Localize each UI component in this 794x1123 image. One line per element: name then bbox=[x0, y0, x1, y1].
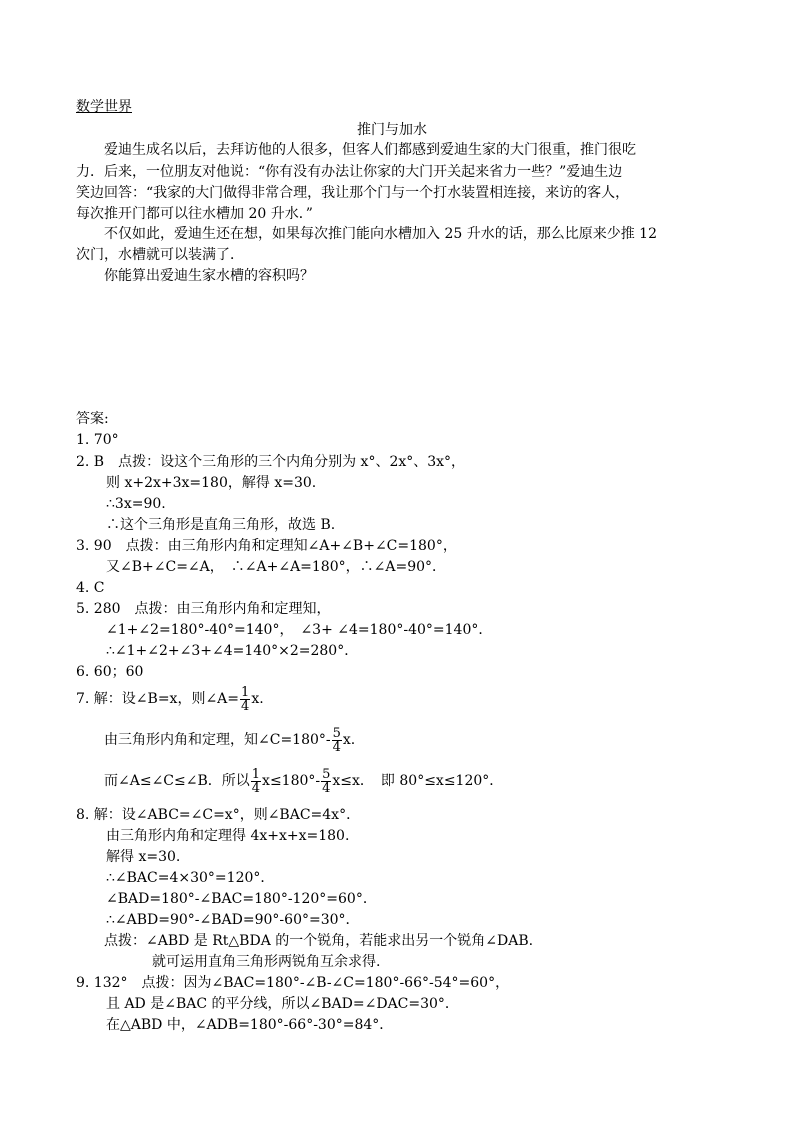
answer-4: 4. C bbox=[76, 580, 105, 596]
answer-7-line: 由三角形内角和定理，知∠C=180°- $\frac{5}{4}$ x. bbox=[104, 725, 356, 755]
answer-3: 3. 90 点拨：由三角形内角和定理知∠A+∠B+∠C=180°， bbox=[76, 538, 457, 554]
answer-1: 1. 70° bbox=[76, 432, 119, 448]
answer-2: 2. B 点拨：设这个三角形的三个内角分别为 x°、2x°、3x°， bbox=[76, 454, 466, 470]
answer-2-line: ∴这个三角形是直角三角形，故选 B. bbox=[106, 517, 336, 533]
answer-8-line: ∴∠BAC=4×30°=120°． bbox=[106, 870, 275, 886]
fraction-one-quarter: $\frac{1}{4}$ bbox=[241, 684, 250, 714]
story-line: 爱迪生成名以后，去拜访他的人很多，但客人们都感到爱迪生家的大门很重，推门很吃 bbox=[104, 142, 636, 158]
answer-8-tip: 点拨：∠ABD 是 Rt△BDA 的一个锐角，若能求出另一个锐角∠DAB. bbox=[104, 933, 534, 949]
story-title: 推门与加水 bbox=[357, 122, 427, 138]
answer-5: 5. 280 点拨：由三角形内角和定理知， bbox=[76, 601, 331, 617]
answer-7-line: 而∠A≤∠C≤∠B．所以 $\frac{1}{4}$ x≤180°- $\frac{5}{4}$ x≤x． 即 80°≤x≤120°． bbox=[104, 766, 504, 796]
answer-9-line: 在△ABD 中，∠ADB=180°-66°-30°=84°． bbox=[106, 1017, 394, 1033]
answer-8-tip: 就可运用直角三角形两锐角互余求得. bbox=[152, 954, 381, 970]
answer-8: 8. 解：设∠ABC=∠C=x°，则∠BAC=4x°． bbox=[76, 807, 361, 823]
answer-8-line: ∠BAD=180°-∠BAC=180°-120°=60°． bbox=[106, 891, 377, 907]
answer-7-text: 7. 解：设∠B=x，则∠A= bbox=[76, 691, 240, 707]
fraction-five-quarters: $\frac{5}{4}$ bbox=[322, 766, 331, 796]
answer-8-line: ∴∠ABD=90°-∠BAD=90°-60°=30°． bbox=[106, 912, 360, 928]
answer-6: 6. 60；60 bbox=[76, 664, 144, 680]
story-line: 笑边回答：“我家的大门做得非常合理，我让那个门与一个打水装置相连接，来访的客人， bbox=[76, 185, 630, 201]
answer-8-line: 由三角形内角和定理得 4x+x+x=180. bbox=[106, 828, 350, 844]
answer-2-line: 则 x+2x+3x=180，解得 x=30. bbox=[106, 475, 317, 491]
answer-9-line: 且 AD 是∠BAC 的平分线，所以∠BAD=∠DAC=30°． bbox=[106, 996, 459, 1012]
story-line: 不仅如此，爱迪生还在想，如果每次推门能向水槽加入 25 升水的话，那么比原来少推 12 bbox=[104, 226, 657, 242]
answer-7: 7. 解：设∠B=x，则∠A= $\frac{1}{4}$ x. bbox=[76, 684, 264, 714]
answer-9: 9. 132° 点拨：因为∠BAC=180°-∠B-∠C=180°-66°-54°=60°， bbox=[76, 975, 510, 991]
answer-8-line: 解得 x=30. bbox=[106, 849, 181, 865]
answer-2-line: ∴3x=90. bbox=[106, 496, 166, 512]
story-question: 你能算出爱迪生家水槽的容积吗？ bbox=[104, 268, 314, 284]
story-line: 每次推开门都可以往水槽加 20 升水．” bbox=[76, 206, 313, 222]
answer-3-line: 又∠B+∠C=∠A， ∴∠A+∠A=180°，∴∠A=90°． bbox=[106, 559, 447, 575]
story-line: 次门，水槽就可以装满了． bbox=[76, 247, 244, 263]
story-line: 力．后来，一位朋友对他说：“你有没有办法让你家的大门开关起来省力一些？”爱迪生边 bbox=[76, 164, 623, 180]
section-label: 数学世界 bbox=[76, 99, 132, 115]
fraction-five-quarters: $\frac{5}{4}$ bbox=[332, 725, 341, 755]
answers-heading: 答案: bbox=[76, 411, 109, 427]
answer-5-line: ∴∠1+∠2+∠3+∠4=140°×2=280°． bbox=[106, 643, 359, 659]
fraction-one-quarter: $\frac{1}{4}$ bbox=[251, 766, 261, 796]
answer-5-line: ∠1+∠2=180°-40°=140°， ∠3+ ∠4=180°-40°=140°． bbox=[106, 622, 493, 638]
